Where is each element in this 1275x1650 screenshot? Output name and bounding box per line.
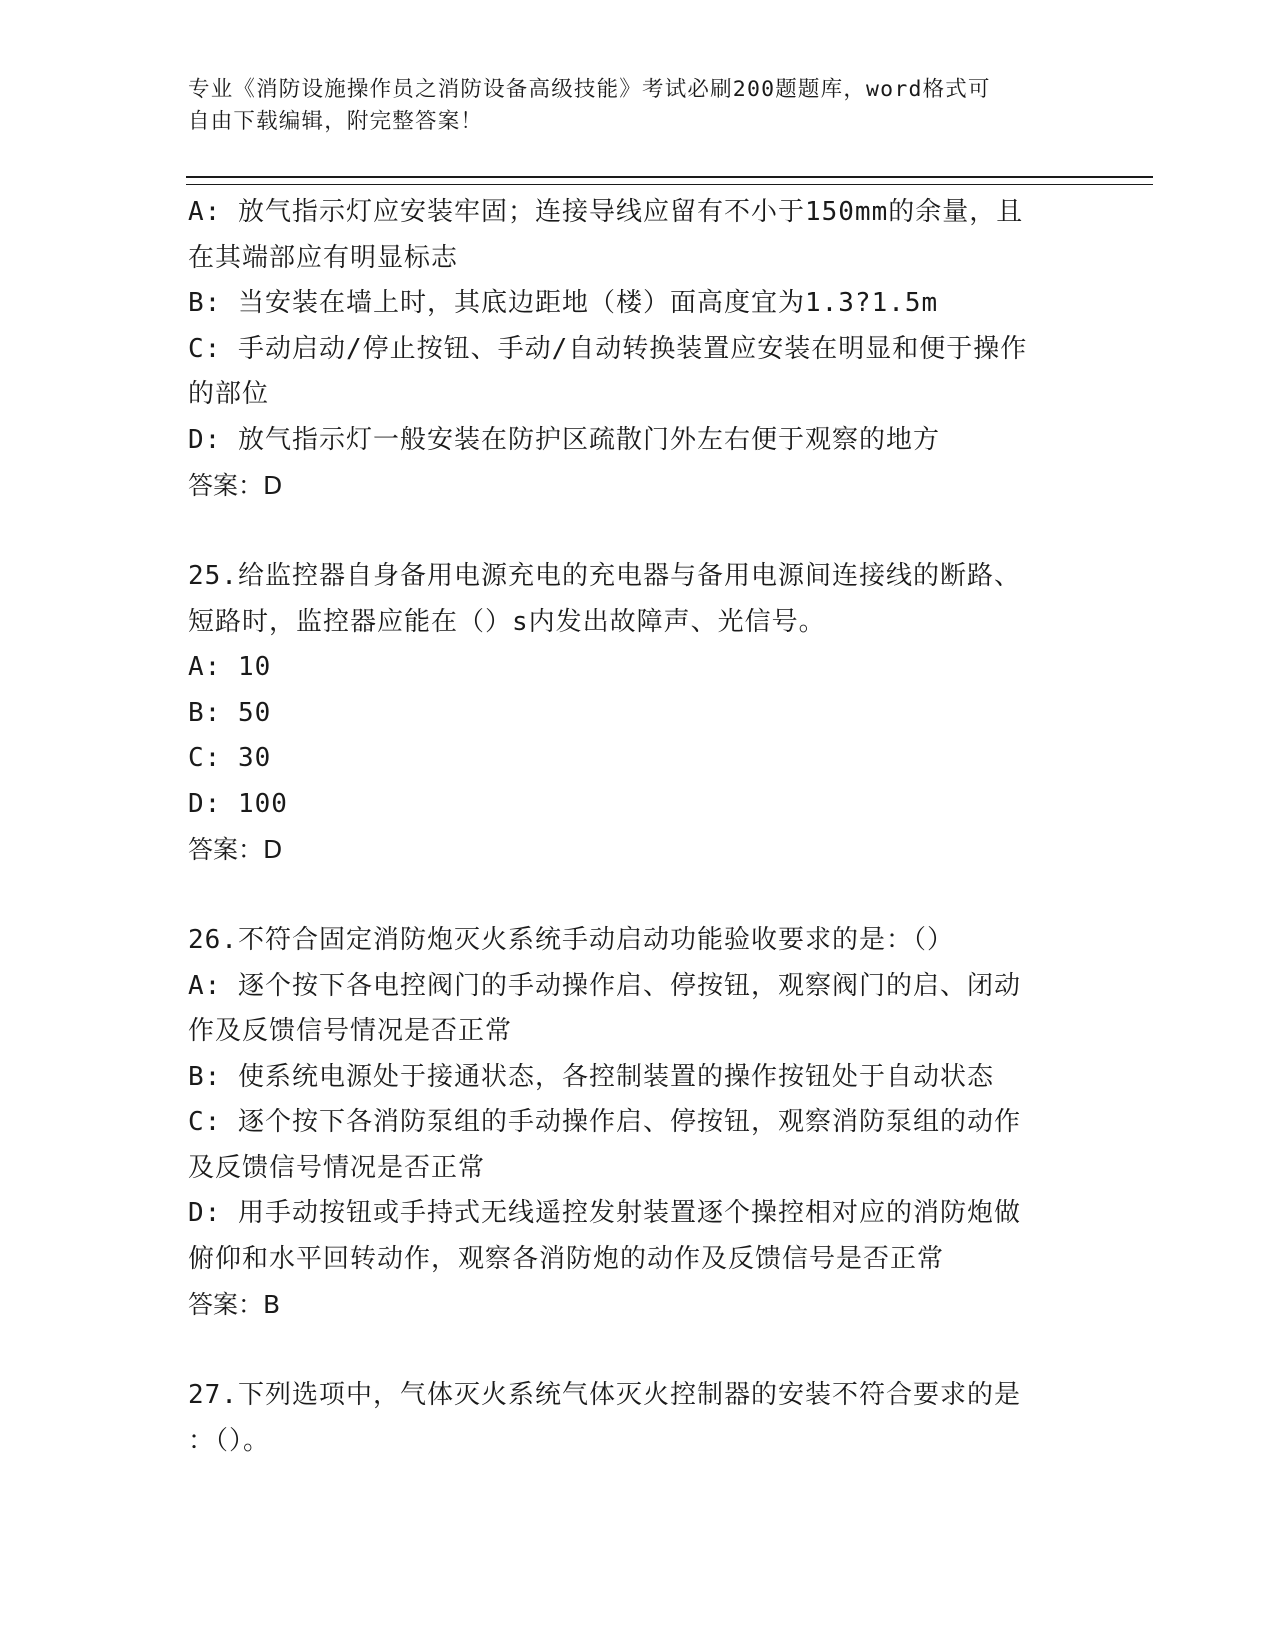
- question-stem-line-2: ：（）。: [188, 1425, 271, 1456]
- document-header: [188, 74, 1078, 138]
- option-d: D: 放气指示灯一般安装在防护区疏散门外左右便于观察的地方: [188, 424, 940, 455]
- option-c-line-2: 及反馈信号情况是否正常: [188, 1152, 486, 1183]
- answer-label: 答案：D: [188, 835, 283, 864]
- answer-label: 答案：D: [188, 471, 283, 500]
- option-d-line-2: 俯仰和水平回转动作，观察各消防炮的动作及反馈信号是否正常: [188, 1243, 945, 1274]
- question-stem-line-1: 27.下列选项中，气体灭火系统气体灭火控制器的安装不符合要求的是: [188, 1380, 1021, 1410]
- answer-label: 答案：B: [188, 1290, 281, 1319]
- option-a-line-2: 作及反馈信号情况是否正常: [188, 1016, 513, 1046]
- option-a: A: 10: [188, 652, 272, 682]
- question-25: [188, 554, 1088, 873]
- option-c-line-1: C: 手动启动/停止按钮、手动/自动转换装置应安装在明显和便于操作: [188, 333, 1028, 364]
- header-divider: [186, 176, 1153, 185]
- question-stem-line-2: 短路时，监控器应能在（）s内发出故障声、光信号。: [188, 606, 826, 637]
- option-a-line-2: 在其端部应有明显标志: [188, 242, 459, 273]
- question-spacer: [188, 873, 1088, 919]
- option-c-line-2: 的部位: [188, 379, 270, 409]
- option-b: B: 当安装在墙上时，其底边距地（楼）面高度宜为1.3?1.5m: [188, 288, 939, 318]
- option-a-line-1: A: 逐个按下各电控阀门的手动操作启、停按钮，观察阀门的启、闭动: [188, 970, 1021, 1001]
- option-d-line-1: D: 用手动按钮或手持式无线遥控发射装置逐个操控相对应的消防炮做: [188, 1198, 1021, 1228]
- question-stem: 26.不符合固定消防炮灭火系统手动启动功能验收要求的是：（）: [188, 925, 954, 955]
- question-spacer: [188, 509, 1088, 555]
- question-spacer: [188, 1328, 1088, 1374]
- option-b: B: 50: [188, 697, 272, 728]
- option-c: C: 30: [188, 743, 272, 773]
- header-line-2: 自由下载编辑，附完整答案！: [188, 109, 484, 134]
- option-a-line-1: A: 放气指示灯应安装牢固；连接导线应留有不小于150mm的余量，且: [188, 197, 1024, 227]
- option-b: B: 使系统电源处于接通状态，各控制装置的操作按钮处于自动状态: [188, 1061, 994, 1092]
- header-line-1: 专业《消防设施操作员之消防设备高级技能》考试必刷200题题库，word格式可: [188, 77, 991, 102]
- question-stem-line-1: 25.给监控器自身备用电源充电的充电器与备用电源间连接线的断路、: [188, 561, 1021, 591]
- question-24-options: [188, 190, 1088, 509]
- option-c-line-1: C: 逐个按下各消防泵组的手动操作启、停按钮，观察消防泵组的动作: [188, 1107, 1021, 1137]
- question-26: [188, 918, 1088, 1328]
- question-27: [188, 1373, 1088, 1464]
- question-list: [188, 190, 1088, 1464]
- option-d: D: 100: [188, 788, 288, 819]
